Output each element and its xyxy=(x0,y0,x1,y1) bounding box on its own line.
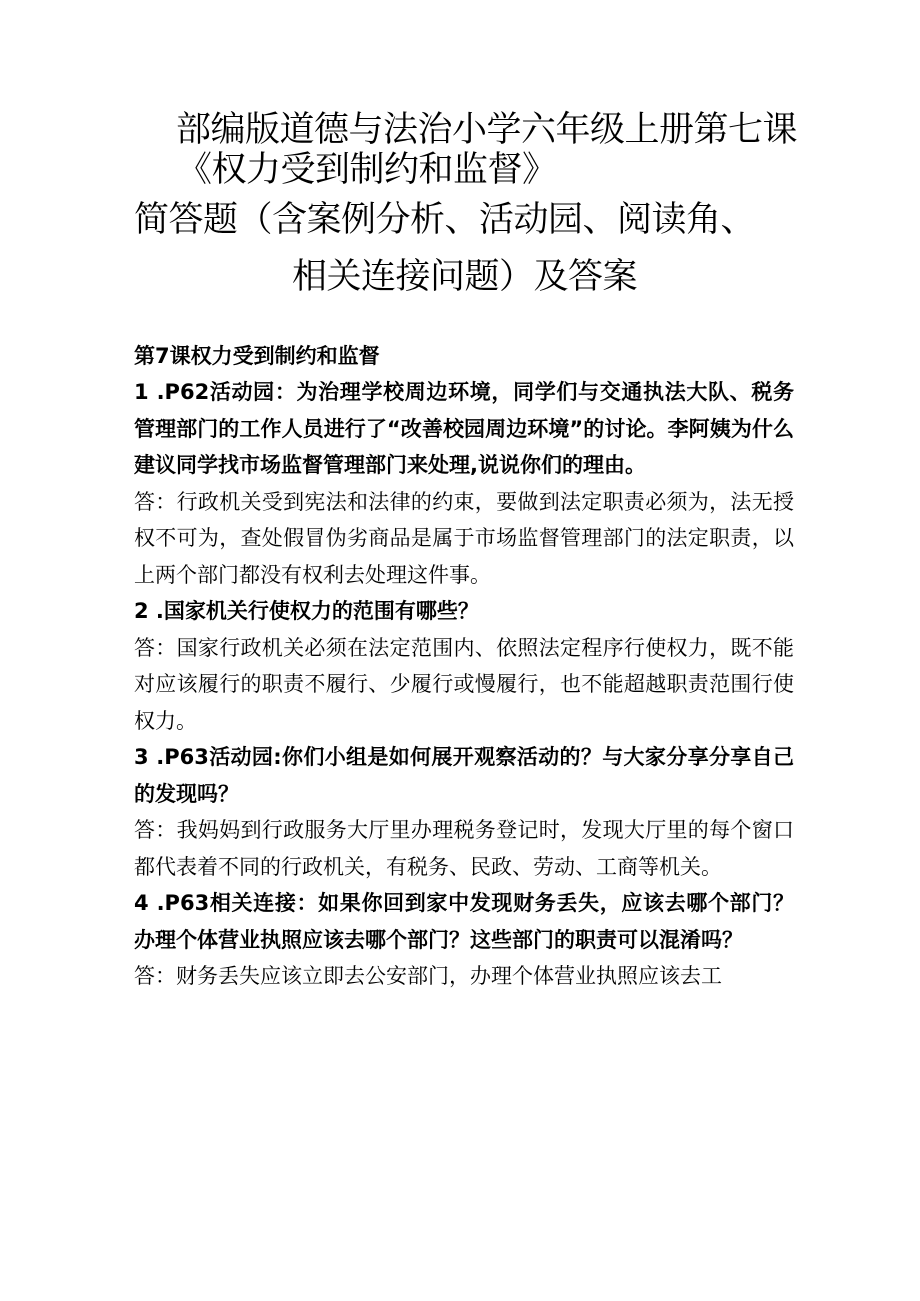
answer-3: 答：我妈妈到行政服务大厅里办理税务登记时，发现大厅里的每个窗口都代表着不同的行政机关，有税务、民政、劳动、工商等机关。 xyxy=(134,818,794,879)
title-line-1: 部编版道德与法治小学六年级上册第七课 xyxy=(176,110,798,150)
title-line-2: 《权力受到制约和监督》 xyxy=(177,150,557,190)
answer-2: 答：国家行政机关必须在法定范围内、依照法定程序行使权力，既不能对应该履行的职责不履行、少履行或慢履行，也不能超越职责范围行使权力。 xyxy=(134,635,794,733)
title-line-3: 简答题（含案例分析、活动园、阅读角、 xyxy=(134,200,756,240)
question-1: 1 .P62活动园：为治理学校周边环境，同学们与交通执法大队、税务管理部门的工作人员进行了“改善校园周边环境”的讨论。李阿姨为什么建议同学找市场监督管理部门来处理,说说你们的理由。 xyxy=(134,380,794,477)
question-2: 2 .国家机关行使权力的范围有哪些？ xyxy=(134,599,479,623)
answer-4: 答：财务丢失应该立即去公安部门，办理个体营业执照应该去工 xyxy=(134,964,722,988)
question-4: 4 .P63相关连接：如果你回到家中发现财务丢失，应该去哪个部门？办理个体营业执照应该去哪个部门？这些部门的职责可以混淆吗？ xyxy=(134,891,794,952)
title-line-4: 相关连接问题）及答案 xyxy=(292,257,638,297)
document-body xyxy=(134,338,794,995)
lesson-heading: 第7课权力受到制约和监督 xyxy=(134,344,380,368)
answer-1: 答：行政机关受到宪法和法律的约束，要做到法定职责必须为，法无授权不可为，查处假冒伪劣商品是属于市场监督管理部门的法定职责，以上两个部门都没有权利去处理这件事。 xyxy=(134,489,794,587)
question-3: 3 .P63活动园:你们小组是如何展开观察活动的？与大家分享分享自己的发现吗？ xyxy=(134,745,794,806)
